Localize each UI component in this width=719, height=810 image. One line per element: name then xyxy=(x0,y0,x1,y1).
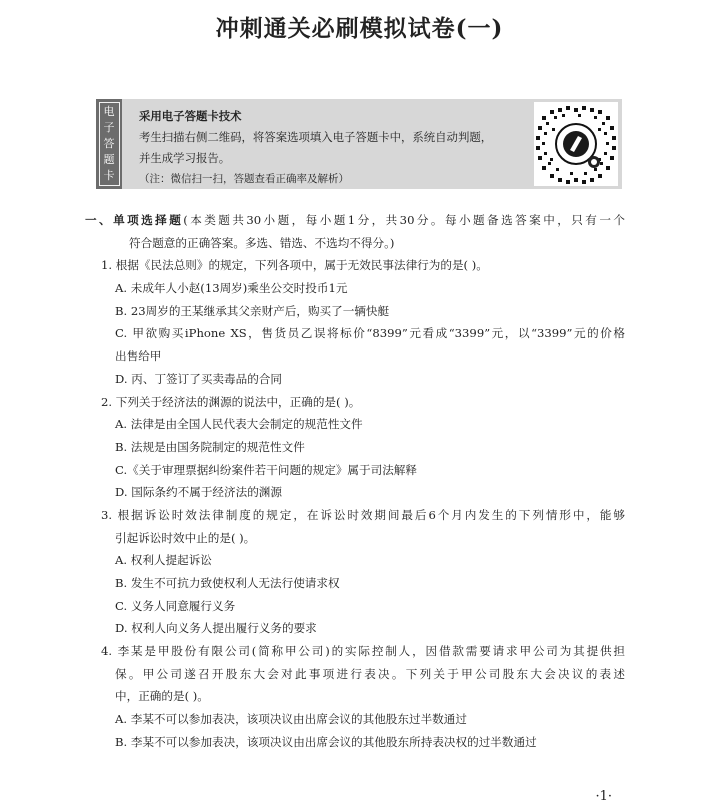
answer-option-continued: 出售给甲 xyxy=(115,349,162,364)
e-answer-card-banner xyxy=(96,99,622,189)
question-stem: 1. 根据《民法总则》的规定，下列各项中，属于无效民事法律行为的是( )。 xyxy=(101,258,488,273)
card-tag-char: 题 xyxy=(103,153,115,166)
answer-option: B. 23周岁的王某继承其父亲财产后，购买了一辆快艇 xyxy=(115,303,390,318)
answer-option: C. 义务人同意履行义务 xyxy=(115,598,236,613)
answer-option: A. 权利人提起诉讼 xyxy=(115,553,212,568)
qr-code-icon[interactable] xyxy=(534,102,618,186)
card-heading: 采用电子答题卡技术 xyxy=(139,109,242,123)
question-body xyxy=(85,209,625,754)
card-tag xyxy=(96,99,122,189)
section-desc: 符合题意的正确答案。多选、错选、不选均不得分。) xyxy=(129,235,395,250)
page-title: 冲刺通关必刷模拟试卷(一) xyxy=(215,15,504,42)
answer-option: D. 丙、丁签订了买卖毒品的合同 xyxy=(115,371,282,386)
question-stem: 2. 下列关于经济法的渊源的说法中，正确的是( )。 xyxy=(101,394,361,409)
question-stem-continued: 保。甲公司遂召开股东大会对此事项进行表决。下列关于甲公司股东大会决议的表述 xyxy=(115,666,625,681)
answer-option: C. 甲欲购买iPhone XS，售货员乙误将标价“8399”元看成“3399”元，以“3399”元的价格 xyxy=(115,326,625,341)
answer-option: D. 国际条约不属于经济法的渊源 xyxy=(115,485,282,500)
answer-option: A. 法律是由全国人民代表大会制定的规范性文件 xyxy=(115,417,363,432)
answer-option: A. 李某不可以参加表决，该项决议由出席会议的其他股东过半数通过 xyxy=(115,712,467,727)
card-line: 考生扫描右侧二维码，将答案选项填入电子答题卡中，系统自动判题， xyxy=(139,130,493,144)
card-tag-char: 卡 xyxy=(103,169,115,182)
page-number: ·1· xyxy=(595,789,612,804)
answer-option: B. 发生不可抗力致使权利人无法行使请求权 xyxy=(115,576,340,590)
card-note: （注：微信扫一扫，答题查看正确率及解析） xyxy=(139,173,349,185)
section-heading xyxy=(85,209,625,232)
answer-option: B. 法规是由国务院制定的规范性文件 xyxy=(115,439,305,454)
card-line: 并生成学习报告。 xyxy=(139,151,231,165)
question-stem: 3. 根据诉讼时效法律制度的规定，在诉讼时效期间最后6个月内发生的下列情形中，能够 xyxy=(101,507,625,522)
answer-option: A. 未成年人小赵(13周岁)乘坐公交时投币1元 xyxy=(115,281,348,296)
answer-option: C.《关于审理票据纠纷案件若干问题的规定》属于司法解释 xyxy=(115,462,417,477)
section-label: 一、单项选择题 xyxy=(85,213,184,227)
card-tag-char: 子 xyxy=(103,121,115,134)
card-tag-char: 答 xyxy=(103,137,115,150)
card-tag-char: 电 xyxy=(103,105,115,118)
answer-option: D. 权利人向义务人提出履行义务的要求 xyxy=(115,621,317,636)
answer-option: B. 李某不可以参加表决，该项决议由出席会议的其他股东所持表决权的过半数通过 xyxy=(115,734,537,749)
section-desc: (本类题共30小题，每小题1分，共30分。每小题备选答案中，只有一个 xyxy=(183,213,625,227)
question-stem-continued: 引起诉讼时效中止的是( )。 xyxy=(115,530,256,545)
question-stem: 4. 李某是甲股份有限公司(简称甲公司)的实际控制人，因借款需要请求甲公司为其提供担 xyxy=(101,644,625,659)
question-stem-continued: 中，正确的是( )。 xyxy=(115,689,209,704)
